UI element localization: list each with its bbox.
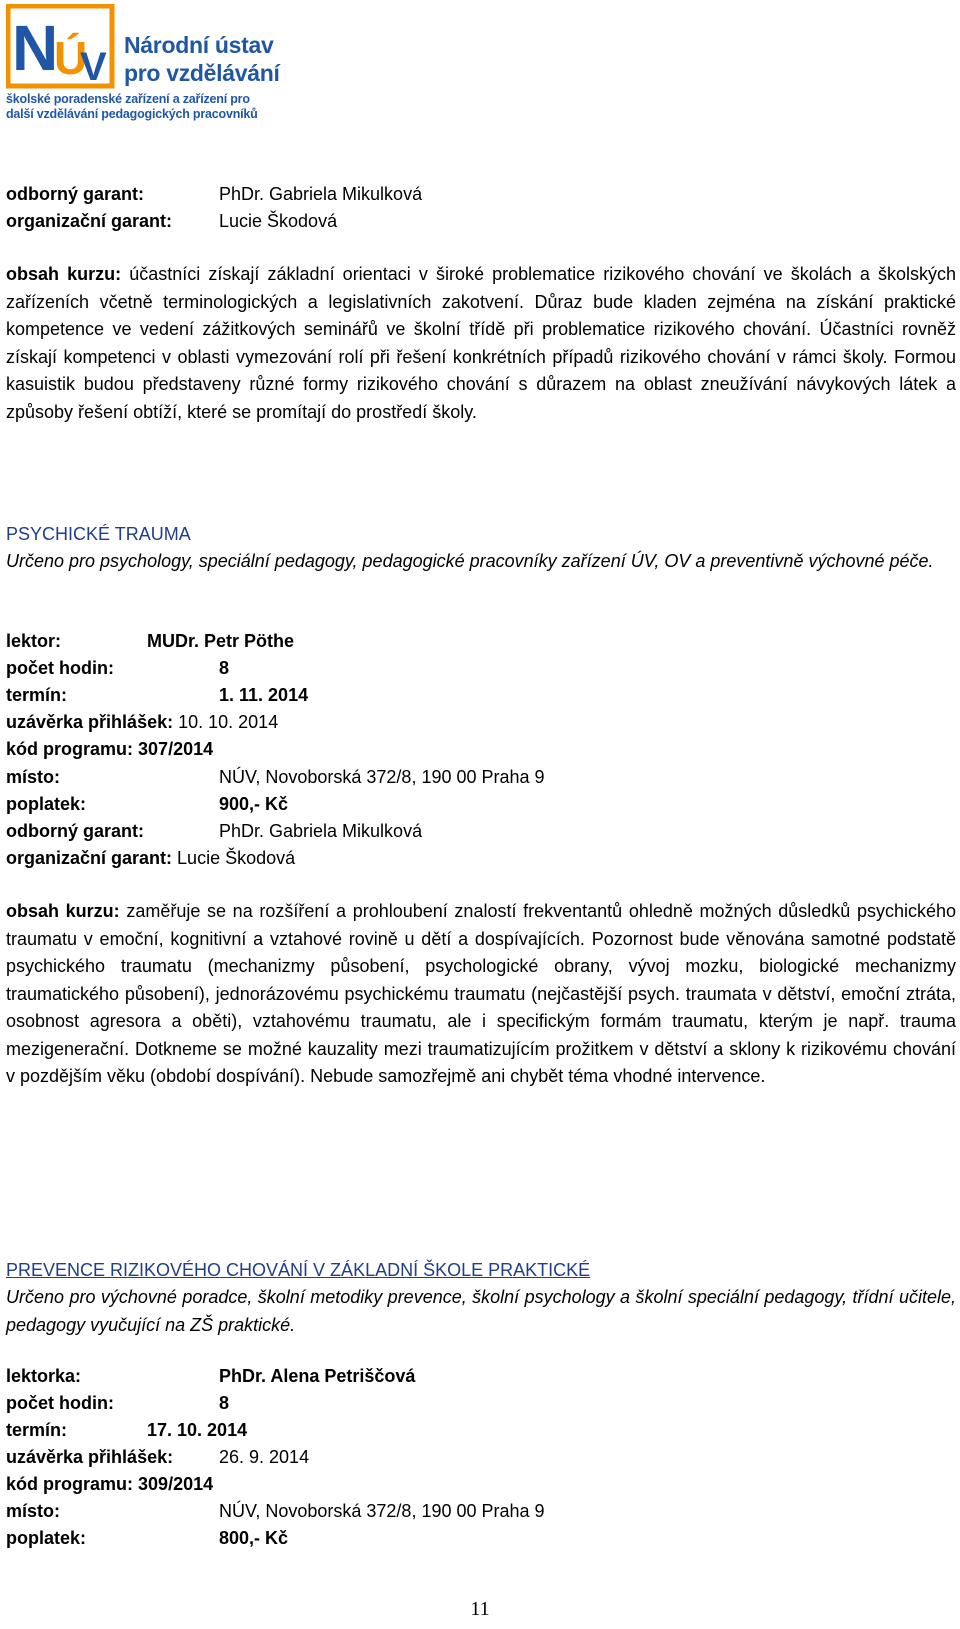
svg-text:N: N: [12, 12, 59, 84]
c2-misto-value: NÚV, Novoborská 372/8, 190 00 Praha 9: [219, 1501, 545, 1521]
c2-kod-row: [6, 1470, 213, 1498]
course1-title: PSYCHICKÉ TRAUMA: [6, 524, 191, 544]
c1-uzaverka-value: 10. 10. 2014: [178, 712, 279, 732]
c2-termin-label: termín:: [6, 1420, 68, 1440]
nuv-logo-mark: [6, 4, 118, 90]
course1-target: Určeno pro psychology, speciální pedagogy, pedagogické pracovníky zařízení ÚV, OV a preventivně výchovné péče.: [6, 551, 934, 571]
c2-hodin-row: [6, 1389, 230, 1417]
page-number: 11: [470, 1598, 490, 1620]
c1-hodin-label: počet hodin:: [6, 658, 114, 678]
c1-garant-value: PhDr. Gabriela Mikulková: [219, 821, 423, 841]
c1-hodin-row: [6, 654, 230, 682]
c1-org-row: [6, 844, 295, 872]
garant-label: odborný garant:: [6, 184, 144, 204]
c2-uzaverka-row: [6, 1443, 310, 1471]
obsah-text: účastníci získají základní orientaci v široké problematice rizikového chování ve školách a školských zařízeních včetně terminologických a legislativních zakotvení. Důraz bude kladen zejména na získání praktické kompetence ve vedení zážitkových seminářů ve školní třídě při problematice rizikového chování. Účastníci rovněž získají kompetenci v oblasti vymezování rolí při řešení konkrétních případů rizikového chování v rámci školy. Formou kasuistik budou představeny různé formy rizikového chování s důrazem na oblast zneužívání návykových látek a způsoby řešení obtíží, které se promítají do prostředí školy.: [6, 264, 956, 422]
c1-obsah-label: obsah kurzu:: [6, 901, 120, 921]
org-garant-value: Lucie Škodová: [219, 211, 338, 231]
c1-lektor-row: [6, 627, 295, 655]
c1-hodin-value: 8: [219, 658, 230, 678]
svg-text:V: V: [80, 45, 107, 89]
logo-subtitle-line1: školské poradenské zařízení a zařízení pro: [6, 92, 250, 106]
c1-kod-label: kód programu:: [6, 739, 134, 759]
c1-obsah-text: zaměřuje se na rozšíření a prohloubení znalostí frekventantů ohledně možných důsledků psychického traumatu v emoční, kognitivní a vztahové rovině u dětí a dospívajících. Pozornost bude věnována samotné podstatě psychického traumatu (mechanizmy působení, psychologické obrany, vývoj mozku, biologické mechanizmy traumatického působení), jednorázovému psychickému traumatu (nejčastější psych. traumata v dětství, emoční ztráta, osobnost agresora a oběti), vztahovému traumatu, ale i specifickým formám traumatu, kterým je např. trauma mezigenerační. Dotkneme se možné kauzality mezi traumatizujícím prožitkem v dětství a sklony k rizikovému chování v pozdějším věku (období dospívání). Nebude samozřejmě ani chybět téma vhodné intervence.: [6, 901, 956, 1086]
c1-poplatek-value: 900,- Kč: [219, 794, 289, 814]
logo-subtitle-line2: další vzdělávání pedagogických pracovníků: [6, 107, 258, 121]
nuv-logo: [6, 4, 306, 124]
c2-kod-label: kód programu:: [6, 1474, 134, 1494]
c1-lektor-value: MUDr. Petr Pöthe: [147, 631, 295, 651]
c1-poplatek-label: poplatek:: [6, 794, 87, 814]
logo-title-line2: pro vzdělávání: [124, 60, 280, 86]
c1-kod-value: 307/2014: [138, 739, 214, 759]
c2-poplatek-value: 800,- Kč: [219, 1528, 289, 1548]
c1-misto-label: místo:: [6, 767, 60, 787]
c1-termin-value: 1. 11. 2014: [219, 685, 309, 705]
c2-hodin-value: 8: [219, 1393, 230, 1413]
c2-kod-value: 309/2014: [138, 1474, 214, 1494]
c2-uzaverka-label: uzávěrka přihlášek:: [6, 1447, 174, 1467]
c1-lektor-label: lektor:: [6, 631, 62, 651]
c1-org-label: organizační garant:: [6, 848, 173, 868]
course1-content: [6, 898, 956, 1091]
c2-hodin-label: počet hodin:: [6, 1393, 114, 1413]
course2-title: PREVENCE RIZIKOVÉHO CHOVÁNÍ V ZÁKLADNÍ ŠKOLE PRAKTICKÉ: [6, 1260, 591, 1280]
c2-poplatek-label: poplatek:: [6, 1528, 87, 1548]
logo-title-line1: Národní ústav: [124, 32, 274, 58]
c2-lektor-label: lektorka:: [6, 1366, 82, 1386]
c2-uzaverka-value: 26. 9. 2014: [219, 1447, 310, 1467]
c1-poplatek-row: [6, 790, 289, 818]
c2-lektor-row: [6, 1362, 416, 1390]
c2-poplatek-row: [6, 1524, 289, 1552]
course-content-intro: [6, 261, 956, 426]
c2-misto-row: [6, 1497, 545, 1525]
c1-misto-row: [6, 763, 545, 791]
garant-value: PhDr. Gabriela Mikulková: [219, 184, 423, 204]
c2-misto-label: místo:: [6, 1501, 60, 1521]
c1-termin-label: termín:: [6, 685, 68, 705]
c2-termin-value: 17. 10. 2014: [147, 1420, 248, 1440]
obsah-label: obsah kurzu:: [6, 264, 122, 284]
c1-uzaverka-row: [6, 708, 278, 736]
c2-lektor-value: PhDr. Alena Petriščová: [219, 1366, 416, 1386]
course2-target: Určeno pro výchovné poradce, školní metodiky prevence, školní psychology a školní speciální pedagogy, třídní učitele, pedagogy vyučující na ZŠ praktické.: [6, 1287, 956, 1335]
svg-text:Ú: Ú: [54, 32, 88, 84]
c1-garant-row: [6, 817, 423, 845]
c1-misto-value: NÚV, Novoborská 372/8, 190 00 Praha 9: [219, 767, 545, 787]
garant-row: [6, 180, 423, 208]
org-garant-row: [6, 207, 338, 235]
c2-termin-row: [6, 1416, 248, 1444]
c1-org-value: Lucie Škodová: [177, 848, 296, 868]
c1-termin-row: [6, 681, 309, 709]
c1-uzaverka-label: uzávěrka přihlášek:: [6, 712, 174, 732]
c1-kod-row: [6, 735, 213, 763]
org-garant-label: organizační garant:: [6, 211, 173, 231]
c1-garant-label: odborný garant:: [6, 821, 144, 841]
